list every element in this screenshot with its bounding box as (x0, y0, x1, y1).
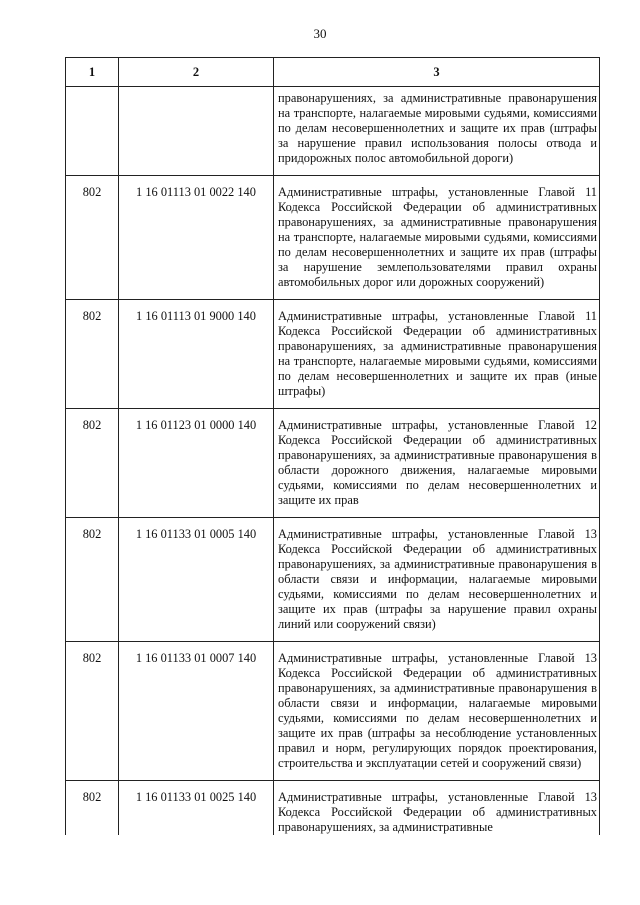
header-col-2: 2 (119, 58, 274, 87)
header-row (66, 58, 600, 87)
description-cell: правонарушениях, за административные правонарушения на транспорте, налагаемые мировыми судьями, комиссиями по делам несовершеннолетних и защите их прав (штрафы за нарушение правил использования полосы отвода и придорожных полос автомобильной дороги) (274, 87, 600, 176)
header-col-1: 1 (66, 58, 119, 87)
description-cell: Административные штрафы, установленные Главой 13 Кодекса Российской Федерации об административных правонарушениях, за административные (274, 781, 600, 836)
table-row (66, 176, 600, 300)
table-row (66, 781, 600, 836)
budget-code-cell: 1 16 01123 01 0000 140 (119, 409, 274, 518)
admin-code-cell: 802 (66, 176, 119, 300)
description-cell: Административные штрафы, установленные Главой 12 Кодекса Российской Федерации об административных правонарушениях, за административные правонарушения в области дорожного движения, налагаемые мировыми судьями, комиссиями по делам несовершеннолетних и защите их прав (274, 409, 600, 518)
budget-code-cell (119, 87, 274, 176)
admin-code-cell: 802 (66, 781, 119, 836)
table-header (66, 58, 600, 87)
budget-code-cell: 1 16 01133 01 0007 140 (119, 642, 274, 781)
admin-code-cell: 802 (66, 642, 119, 781)
description-cell: Административные штрафы, установленные Главой 13 Кодекса Российской Федерации об административных правонарушениях, за административные правонарушения в области связи и информации, налагаемые мировыми судьями, комиссиями по делам несовершеннолетних и защите их прав (штрафы за несоблюдение установленных правил и норм, регулирующих порядок проектирования, строительства и эксплуатации сетей и сооружений связи) (274, 642, 600, 781)
header-col-3: 3 (274, 58, 600, 87)
budget-code-cell: 1 16 01113 01 9000 140 (119, 300, 274, 409)
budget-code-cell: 1 16 01113 01 0022 140 (119, 176, 274, 300)
description-cell: Административные штрафы, установленные Главой 11 Кодекса Российской Федерации об административных правонарушениях, за административные правонарушения на транспорте, налагаемые мировыми судьями, комиссиями по делам несовершеннолетних и защите их прав (иные штрафы) (274, 300, 600, 409)
admin-code-cell: 802 (66, 409, 119, 518)
table-row (66, 87, 600, 176)
table-row (66, 518, 600, 642)
budget-code-cell: 1 16 01133 01 0005 140 (119, 518, 274, 642)
admin-code-cell (66, 87, 119, 176)
budget-code-cell: 1 16 01133 01 0025 140 (119, 781, 274, 836)
page-number: 30 (313, 26, 327, 41)
budget-codes-table (65, 57, 600, 835)
table-row (66, 300, 600, 409)
description-cell: Административные штрафы, установленные Главой 13 Кодекса Российской Федерации об административных правонарушениях, за административные правонарушения в области связи и информации, налагаемые мировыми судьями, комиссиями по делам несовершеннолетних и защите их прав (штрафы за нарушение правил охраны линий или сооружений связи) (274, 518, 600, 642)
admin-code-cell: 802 (66, 300, 119, 409)
table-body (66, 87, 600, 836)
table-row (66, 409, 600, 518)
description-cell: Административные штрафы, установленные Главой 11 Кодекса Российской Федерации об административных правонарушениях, за административные правонарушения на транспорте, налагаемые мировыми судьями, комиссиями по делам несовершеннолетних и защите их прав (штрафы за нарушение землепользователями правил охраны автомобильных дорог или дорожных сооружений) (274, 176, 600, 300)
table-row (66, 642, 600, 781)
admin-code-cell: 802 (66, 518, 119, 642)
